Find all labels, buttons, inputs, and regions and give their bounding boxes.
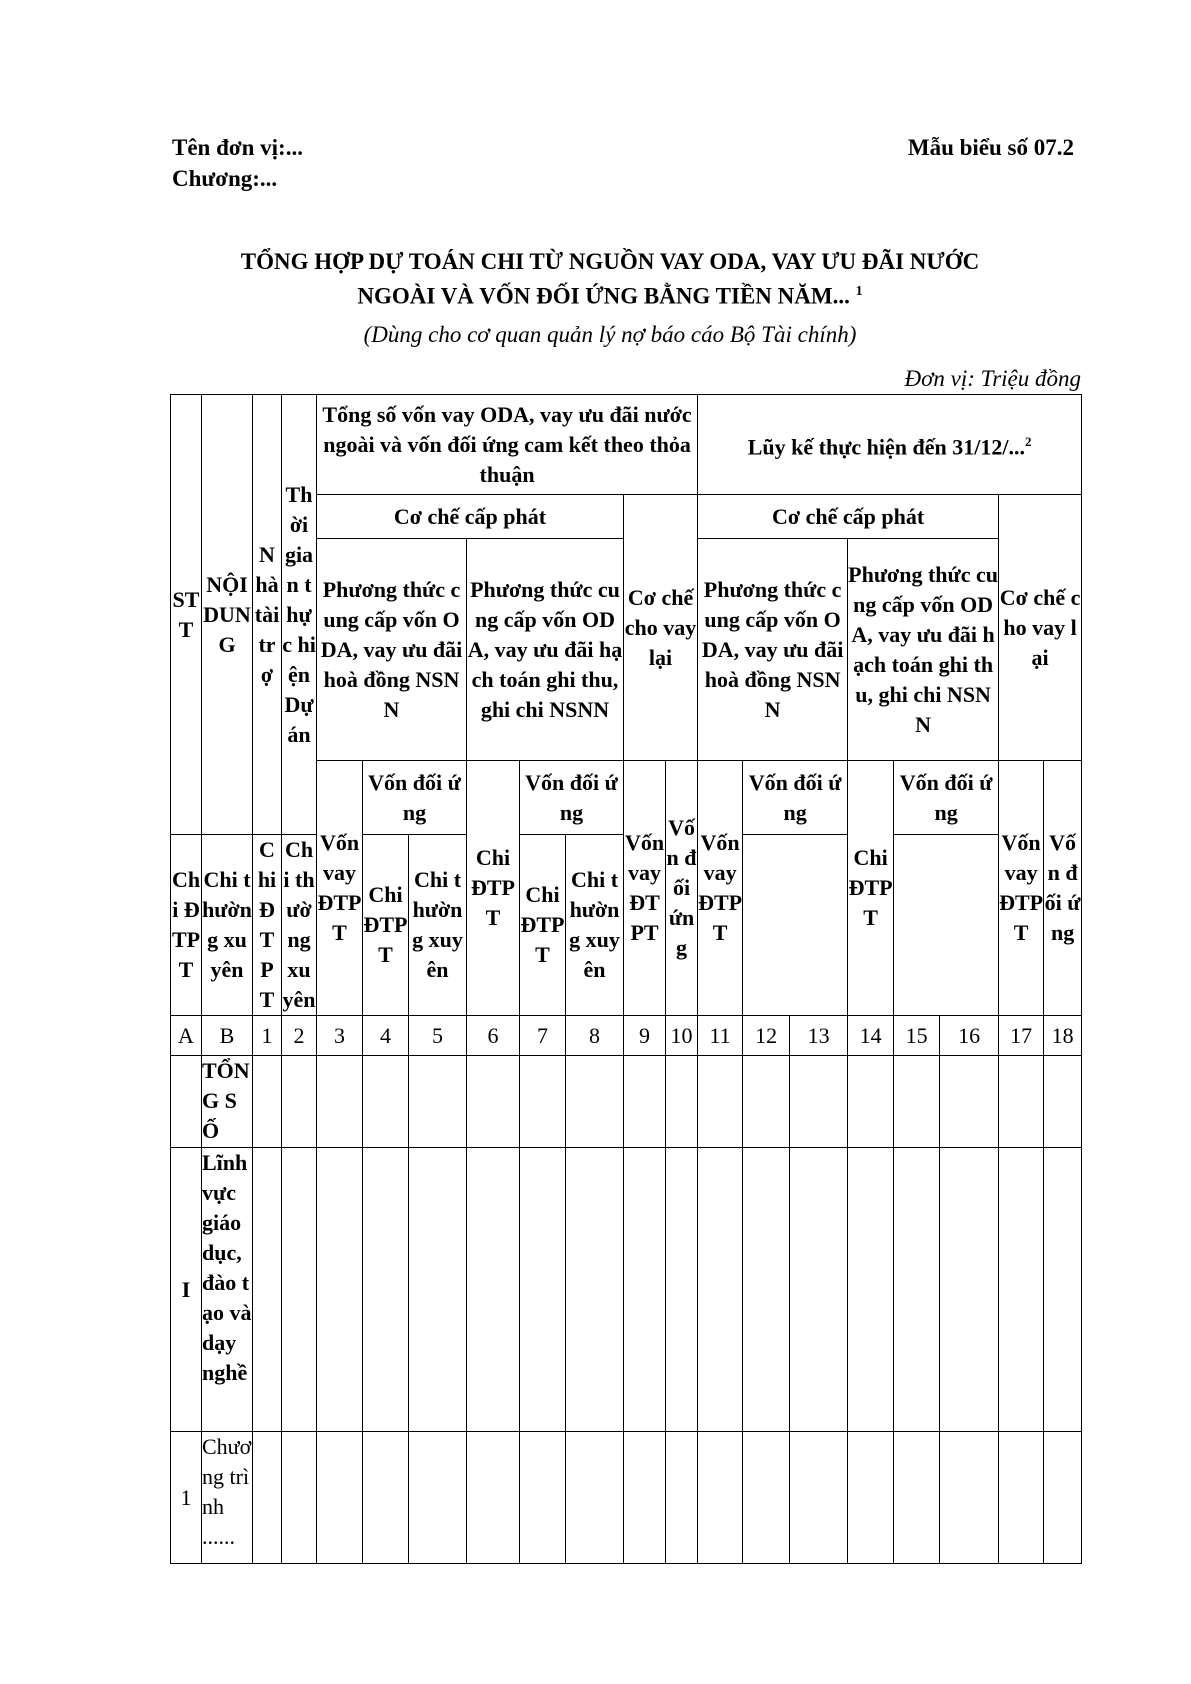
data-cell[interactable] — [790, 1056, 848, 1148]
data-cell[interactable] — [467, 1148, 520, 1432]
loan-dtpt-header-3: Vốn vay ĐTPT — [317, 761, 363, 1016]
col-index: 13 — [790, 1016, 848, 1056]
data-cell[interactable] — [363, 1056, 409, 1148]
data-cell[interactable] — [894, 1148, 940, 1432]
method-accounting-header-1: Phương thức cung cấp vốn ODA, vay ưu đãi hạch toán ghi thu, ghi chi NSNN — [467, 539, 624, 761]
title-line-2: NGOÀI VÀ VỐN ĐỐI ỨNG BẰNG TIỀN NĂM... — [357, 283, 850, 309]
relending-header-1: Cơ chế cho vay lại — [624, 495, 698, 761]
col-index: 10 — [666, 1016, 698, 1056]
data-cell[interactable] — [999, 1056, 1044, 1148]
row-content: Lĩnh vực giáo dục, đào tạo và dạy nghề — [202, 1148, 253, 1432]
col-index: 11 — [698, 1016, 743, 1056]
loan-dtpt-header-17: Vốn vay ĐTPT — [999, 761, 1044, 1016]
data-cell[interactable] — [790, 1148, 848, 1432]
form-number: Mẫu biểu số 07.2 — [907, 135, 1074, 160]
data-cell[interactable] — [940, 1148, 999, 1432]
row-stt: I — [171, 1148, 202, 1432]
chi-dtpt-header-4: Chi ĐTPT — [171, 835, 202, 1016]
chi-dtpt-header-6: Chi ĐTPT — [467, 761, 520, 1016]
col-stt-header: STT — [171, 395, 202, 835]
title-line-2-wrap — [160, 277, 1060, 312]
document-title — [160, 247, 1060, 312]
data-cell[interactable] — [940, 1056, 999, 1148]
counterpart-header-10: Vốn đối ứng — [666, 761, 698, 1016]
data-cell[interactable] — [409, 1432, 467, 1564]
method-contract-header-2: Phương thức cung cấp vốn ODA, vay ưu đãi hoà đồng NSNN — [698, 539, 848, 761]
chi-regular-header-16: Chi thường xuyên — [566, 835, 624, 1016]
data-cell[interactable] — [520, 1148, 566, 1432]
data-cell[interactable] — [317, 1148, 363, 1432]
col-index: 15 — [894, 1016, 940, 1056]
method-contract-header-1: Phương thức cung cấp vốn ODA, vay ưu đãi hoà đồng NSNN — [317, 539, 467, 761]
col-index: 9 — [624, 1016, 666, 1056]
data-cell[interactable] — [624, 1056, 666, 1148]
col-index: 16 — [940, 1016, 999, 1056]
unit-name: Tên đơn vị:... — [172, 135, 303, 160]
table-row-program — [171, 1432, 1082, 1564]
col-index: 3 — [317, 1016, 363, 1056]
data-cell[interactable] — [743, 1432, 790, 1564]
data-cell[interactable] — [1044, 1432, 1082, 1564]
col-index: 6 — [467, 1016, 520, 1056]
data-cell[interactable] — [467, 1432, 520, 1564]
title-line-1: TỔNG HỢP DỰ TOÁN CHI TỪ NGUỒN VAY ODA, VAY ƯU ĐÃI NƯỚC — [240, 249, 980, 274]
cumulative-label: Lũy kế thực hiện đến 31/12/... — [747, 434, 1025, 460]
row-content: Chương trình ...... — [202, 1432, 253, 1564]
header-row-1 — [171, 395, 1082, 495]
chi-dtpt-header-15: Chi ĐTPT — [520, 835, 566, 1016]
data-cell[interactable] — [467, 1056, 520, 1148]
data-cell[interactable] — [253, 1432, 282, 1564]
data-cell[interactable] — [282, 1148, 317, 1432]
col-content-header: NỘI DUNG — [202, 395, 253, 835]
data-cell[interactable] — [666, 1056, 698, 1148]
data-cell[interactable] — [848, 1056, 894, 1148]
data-cell[interactable] — [894, 1056, 940, 1148]
data-cell[interactable] — [409, 1056, 467, 1148]
data-cell[interactable] — [520, 1432, 566, 1564]
data-cell[interactable] — [698, 1432, 743, 1564]
data-cell[interactable] — [894, 1432, 940, 1564]
counterpart-header-7-8: Vốn đối ứng — [520, 761, 624, 835]
col-index: 8 — [566, 1016, 624, 1056]
chi-regular-header-13: Chi thường xuyên — [409, 835, 467, 1016]
allocation-header-2: Cơ chế cấp phát — [698, 495, 999, 539]
col-index: 12 — [743, 1016, 790, 1056]
col-index: 18 — [1044, 1016, 1082, 1056]
data-cell[interactable] — [253, 1148, 282, 1432]
table-row-section-i — [171, 1148, 1082, 1432]
data-cell[interactable] — [409, 1148, 467, 1432]
data-cell[interactable] — [566, 1148, 624, 1432]
loan-dtpt-header-11: Vốn vay ĐTPT — [698, 761, 743, 1016]
col-index: A — [171, 1016, 202, 1056]
currency-unit: Đơn vị: Triệu đồng — [904, 366, 1081, 391]
chi-regular-header-5: Chi thường xuyên — [202, 835, 253, 1016]
unit-header — [172, 132, 303, 194]
counterpart-header-15-16: Vốn đối ứng — [894, 761, 999, 835]
data-cell[interactable] — [743, 1056, 790, 1148]
col-index: 14 — [848, 1016, 894, 1056]
col-index: 4 — [363, 1016, 409, 1056]
col-donor-header: Nhà tài trợ — [253, 395, 282, 835]
budget-table — [170, 394, 1082, 1564]
data-cell[interactable] — [363, 1432, 409, 1564]
column-index-row — [171, 1016, 1082, 1056]
chi-dtpt-header-12: Chi ĐTPT — [363, 835, 409, 1016]
data-cell[interactable] — [520, 1056, 566, 1148]
cumulative-footnote: 2 — [1024, 433, 1032, 449]
table-row-total — [171, 1056, 1082, 1148]
data-cell[interactable] — [999, 1432, 1044, 1564]
allocation-header-1: Cơ chế cấp phát — [317, 495, 624, 539]
col-index: 5 — [409, 1016, 467, 1056]
title-footnote: 1 — [855, 284, 863, 299]
data-cell[interactable] — [999, 1148, 1044, 1432]
data-cell[interactable] — [624, 1148, 666, 1432]
data-cell[interactable] — [848, 1432, 894, 1564]
relending-header-2: Cơ chế cho vay lại — [999, 495, 1082, 761]
data-cell[interactable] — [253, 1056, 282, 1148]
data-cell[interactable] — [566, 1432, 624, 1564]
data-cell[interactable] — [1044, 1056, 1082, 1148]
counterpart-header-18: Vốn đối ứng — [1044, 761, 1082, 1016]
method-accounting-header-2: Phương thức cung cấp vốn ODA, vay ưu đãi hạch toán ghi thu, ghi chi NSNN — [848, 539, 999, 761]
row-stt: 1 — [171, 1432, 202, 1564]
data-cell[interactable] — [282, 1056, 317, 1148]
col-duration-header: Thời gian thực hiện Dự án — [282, 395, 317, 835]
data-cell[interactable] — [698, 1056, 743, 1148]
counterpart-header-12-13: Vốn đối ứng — [743, 761, 848, 835]
data-cell[interactable] — [666, 1432, 698, 1564]
data-cell[interactable] — [317, 1056, 363, 1148]
data-cell[interactable] — [1044, 1148, 1082, 1432]
col-index: B — [202, 1016, 253, 1056]
data-cell[interactable] — [848, 1148, 894, 1432]
data-cell[interactable] — [566, 1056, 624, 1148]
chapter-label: Chương:... — [172, 166, 278, 191]
col-index: 2 — [282, 1016, 317, 1056]
data-cell[interactable] — [666, 1148, 698, 1432]
cumulative-header — [698, 395, 1082, 495]
row-stt — [171, 1056, 202, 1148]
data-cell[interactable] — [317, 1432, 363, 1564]
document-subtitle: (Dùng cho cơ quan quản lý nợ báo cáo Bộ Tài chính) — [363, 322, 857, 347]
data-cell[interactable] — [698, 1148, 743, 1432]
col-index: 17 — [999, 1016, 1044, 1056]
counterpart-header-4-5: Vốn đối ứng — [363, 761, 467, 835]
data-cell[interactable] — [624, 1432, 666, 1564]
col-index: 1 — [253, 1016, 282, 1056]
total-committed-header: Tổng số vốn vay ODA, vay ưu đãi nước ngoài và vốn đối ứng cam kết theo thỏa thuận — [317, 395, 698, 495]
col-index: 7 — [520, 1016, 566, 1056]
data-cell[interactable] — [743, 1148, 790, 1432]
chi-dtpt-header-14: Chi ĐTPT — [848, 761, 894, 1016]
data-cell[interactable] — [282, 1432, 317, 1564]
data-cell[interactable] — [363, 1148, 409, 1432]
row-content: TỔNG SỐ — [202, 1056, 253, 1148]
chi-dtpt-header-7: Chi ĐTPT — [253, 835, 282, 1016]
data-cell[interactable] — [940, 1432, 999, 1564]
chi-regular-header-8: Chi thường xuyên — [282, 835, 317, 1016]
loan-dtpt-header-9: Vốn vay ĐTPT — [624, 761, 666, 1016]
data-cell[interactable] — [790, 1432, 848, 1564]
